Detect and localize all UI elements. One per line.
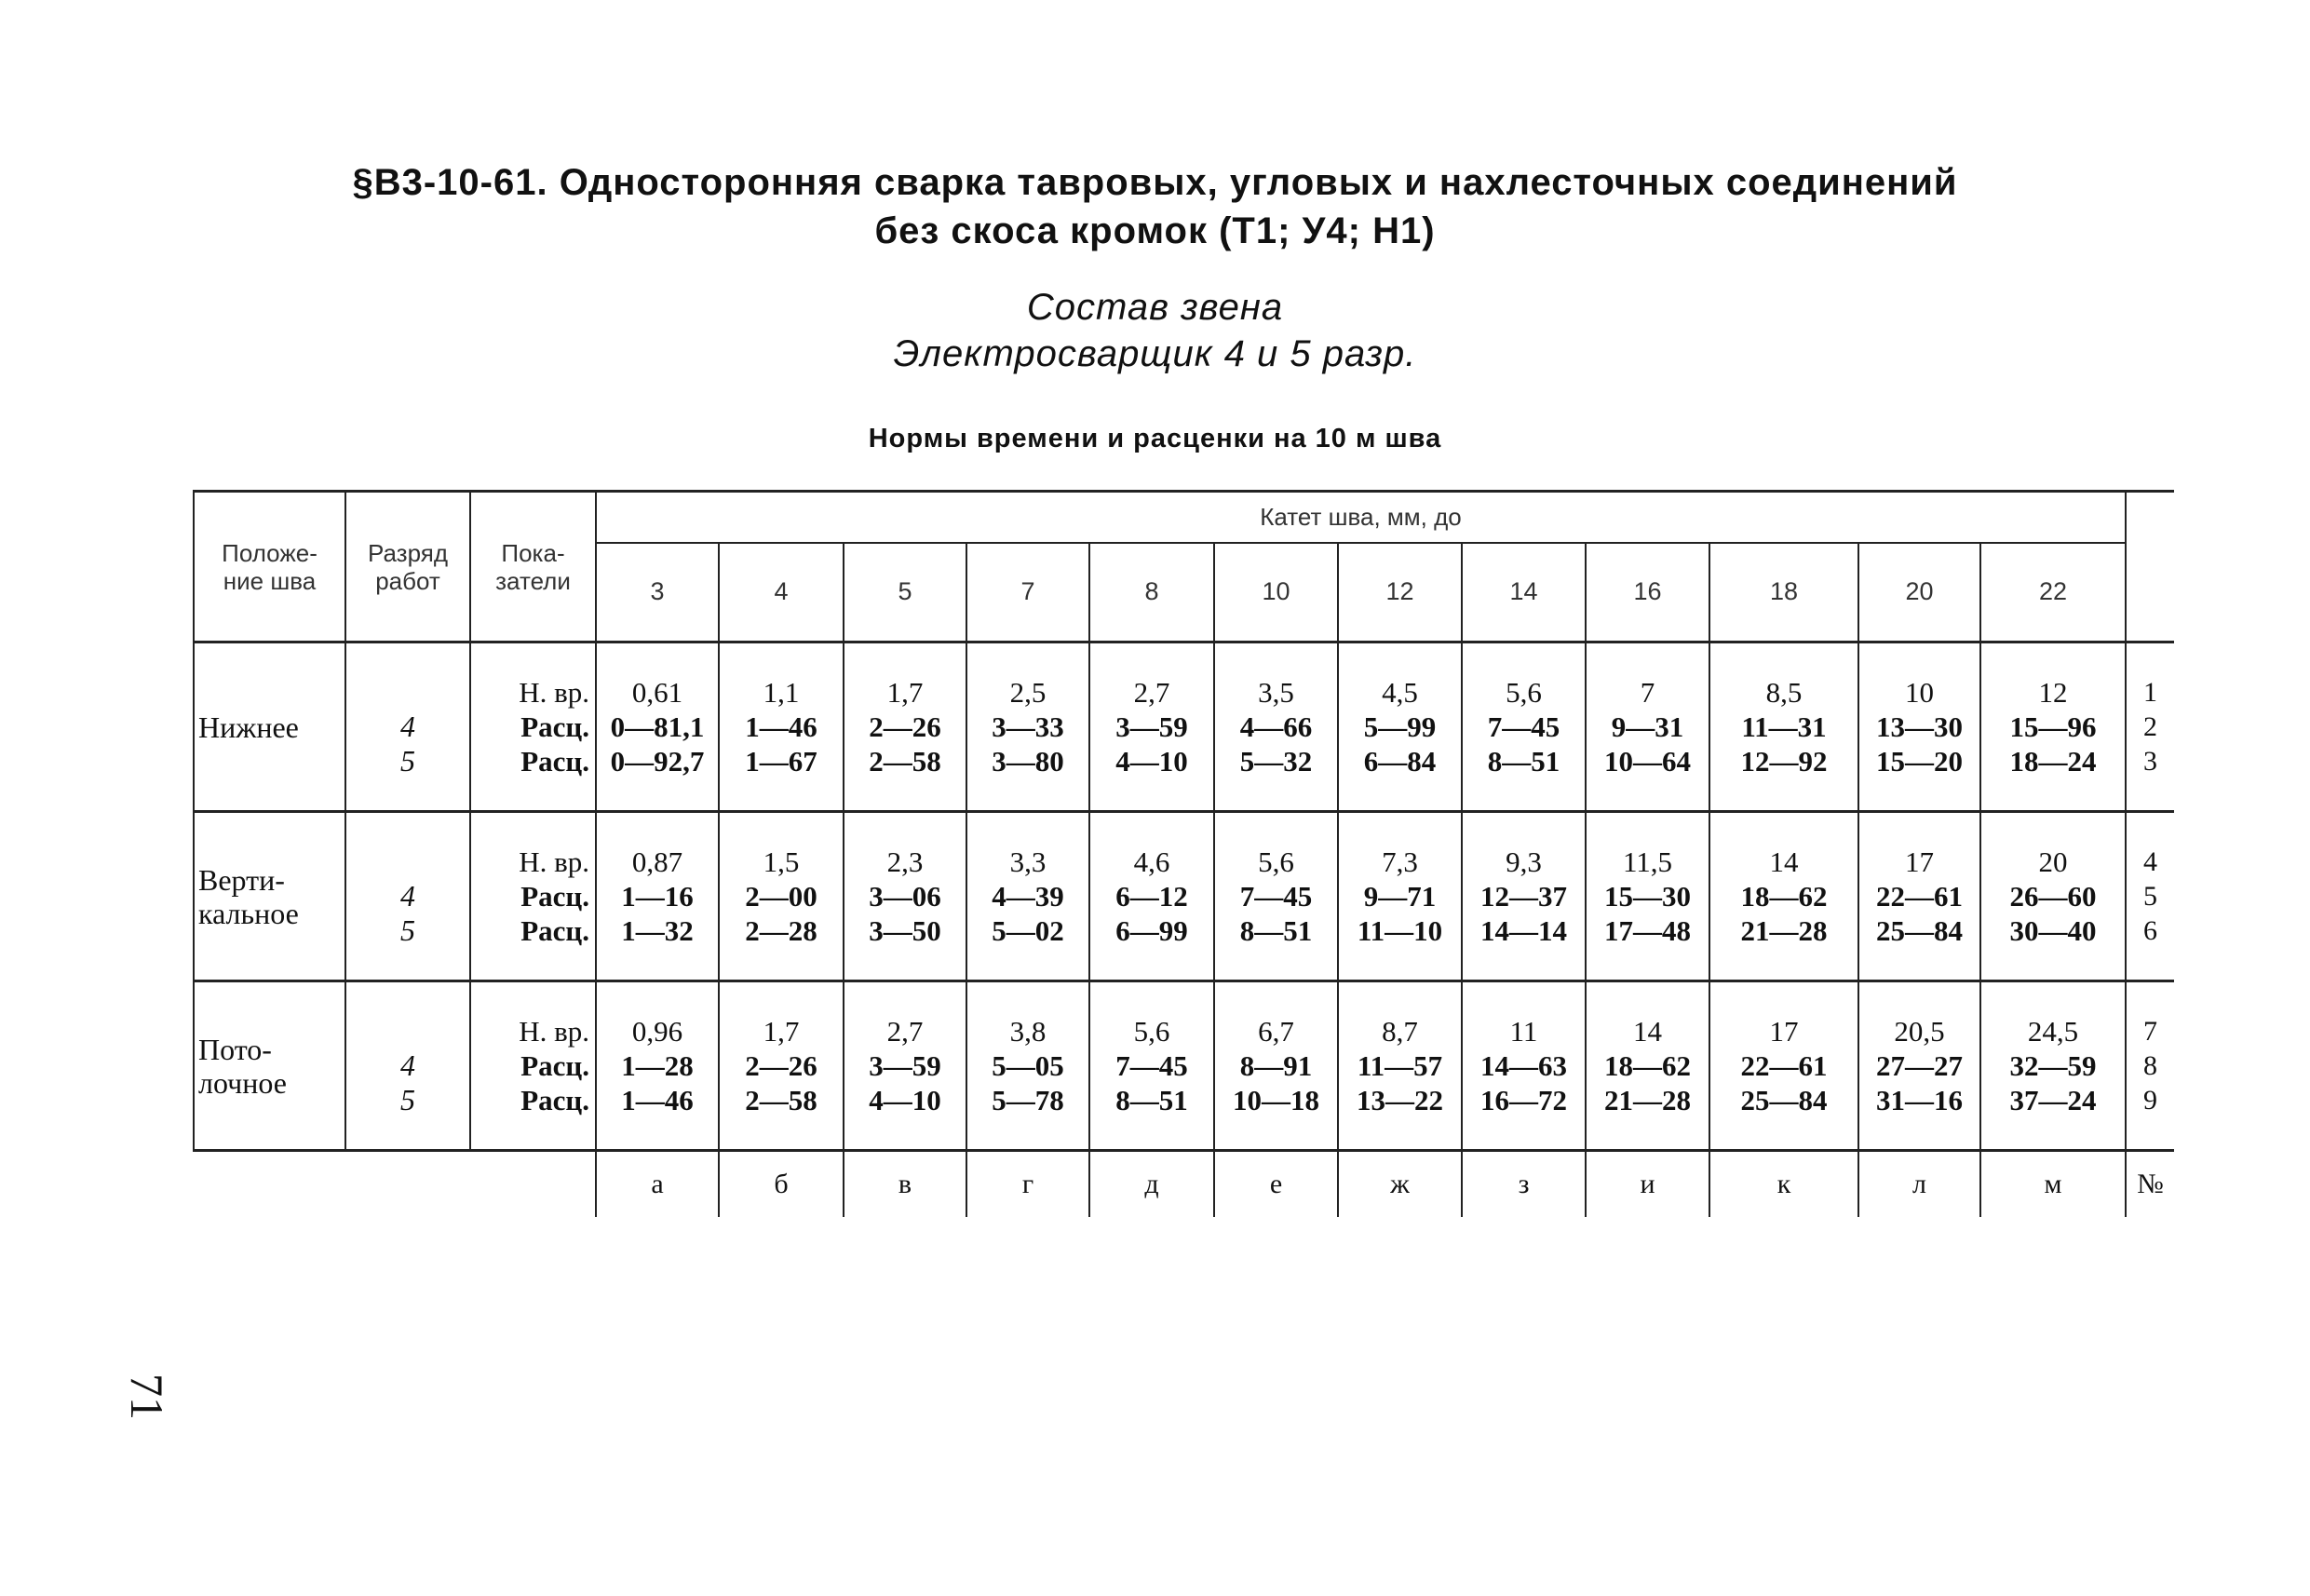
time-norm-value: 3,5 [1258,676,1294,709]
indicator-label: Расц. [520,1049,589,1082]
norm-cell [1858,981,1980,1151]
rate-value: 22—61 [1740,1049,1828,1082]
header-leg-size: 3 [596,543,719,642]
norm-cell [966,981,1089,1151]
header-leg-size: 14 [1462,543,1586,642]
time-norm-value: 4,5 [1382,676,1418,709]
section-title [0,158,2310,255]
time-norm-value: 6,7 [1258,1015,1294,1048]
time-norm-value: 20 [2038,845,2068,878]
rate-value: 1—32 [621,914,694,947]
time-norm-value: 1,7 [886,676,924,709]
norm-cell [1089,642,1214,812]
header-leg-size: 7 [966,543,1089,642]
rate-value: 10—64 [1604,745,1691,778]
norm-cell [966,642,1089,812]
rate-value: 18—62 [1740,880,1828,913]
rate-value: 32—59 [2009,1049,2097,1082]
header-grade: Разряд работ [345,492,470,642]
time-norm-value: 1,5 [763,845,800,878]
rate-value: 12—92 [1740,745,1828,778]
rate-value: 6—99 [1115,914,1188,947]
norm-cell [719,642,844,812]
norm-cell [1089,981,1214,1151]
table-caption: Нормы времени и расценки на 10 м шва [868,424,1442,453]
row-indicators [470,812,596,981]
rate-value: 30—40 [2009,914,2097,947]
time-norm-value: 0,87 [631,845,683,878]
time-norm-value: 20,5 [1894,1015,1945,1048]
header-leg-title: Катет шва, мм, до [596,492,2126,543]
rate-value: 11—31 [1741,710,1827,743]
column-letter: л [1858,1151,1980,1218]
row-number: 5 [2143,881,2157,912]
rate-value: 16—72 [1480,1084,1567,1116]
rate-value: 5—05 [992,1049,1064,1082]
rate-value: 9—31 [1611,710,1684,743]
rate-value: 3—33 [992,710,1064,743]
rate-value: 2—58 [869,745,941,778]
rate-value: 7—45 [1239,880,1313,913]
norm-cell [1214,981,1338,1151]
norm-cell [1709,642,1858,812]
rate-value: 27—27 [1876,1049,1963,1082]
row-position: Пото- лочное [194,981,345,1151]
norm-cell [1214,642,1338,812]
time-norm-value: 7,3 [1382,845,1418,878]
header-leg-size: 16 [1586,543,1709,642]
time-norm-value: 2,3 [886,845,924,878]
header-leg-size: 18 [1709,543,1858,642]
norm-cell [1858,812,1980,981]
rate-value: 1—46 [621,1084,694,1116]
column-letter: е [1214,1151,1338,1218]
header-leg-size: 8 [1089,543,1214,642]
header-leg-size: 22 [1980,543,2126,642]
footer-row [194,1151,2174,1218]
rate-value: 9—71 [1363,880,1437,913]
table-row [194,981,2174,1151]
rate-value: 7—45 [1115,1049,1188,1082]
rate-value: 14—14 [1480,914,1567,947]
rate-value: 15—96 [2009,710,2097,743]
header-number-blank [2126,492,2174,642]
row-number: 3 [2143,746,2157,777]
rate-value: 14—63 [1480,1049,1567,1082]
indicator-label: Расц. [520,1084,589,1116]
norm-cell [1586,642,1709,812]
column-letter: и [1586,1151,1709,1218]
time-norm-value: 2,5 [1009,676,1047,709]
rate-value: 17—48 [1604,914,1691,947]
row-numbers [2126,981,2174,1151]
header-indicators: Пока- затели [470,492,596,642]
time-norm-value: 12 [2038,676,2068,709]
time-norm-value: 1,1 [763,676,800,709]
rate-value: 26—60 [2009,880,2097,913]
rate-value: 18—62 [1604,1049,1691,1082]
rate-value: 1—67 [745,745,817,778]
rate-value: 0—92,7 [610,745,705,778]
rate-value: 3—06 [869,880,941,913]
indicator-label: Расц. [520,745,589,778]
rate-value: 8—51 [1487,745,1560,778]
time-norm-value: 1,7 [763,1015,800,1048]
norm-cell [966,812,1089,981]
norm-cell [596,812,719,981]
row-number: 4 [2143,846,2157,877]
crew-heading: Состав звена [1026,287,1284,328]
rate-value: 8—91 [1239,1049,1313,1082]
crew-composition [0,284,2310,377]
row-number: 9 [2143,1085,2157,1116]
time-norm-value: 7 [1640,676,1655,709]
header-leg-size: 5 [844,543,966,642]
rate-value: 4—10 [869,1084,941,1116]
header-leg-size: 12 [1338,543,1462,642]
rate-value: 2—28 [745,914,817,947]
row-grades [345,642,470,812]
rate-value: 22—61 [1876,880,1963,913]
norm-cell [1709,981,1858,1151]
norm-cell [719,812,844,981]
column-letter: г [966,1151,1089,1218]
time-norm-value: 4,6 [1133,845,1170,878]
rate-value: 4—39 [992,880,1064,913]
time-norm-value: 11 [1509,1015,1538,1048]
page-number: 71 [121,1373,173,1420]
rate-value: 21—28 [1604,1084,1691,1116]
column-letter: д [1089,1151,1214,1218]
column-letter: в [844,1151,966,1218]
time-norm-value: 17 [1769,1015,1799,1048]
rate-value: 1—28 [621,1049,694,1082]
column-letter: з [1462,1151,1586,1218]
crew-member: Электросварщик 4 и 5 разр. [893,333,1417,374]
norm-cell [844,642,966,812]
rate-value: 11—57 [1357,1049,1443,1082]
indicator-label: Расц. [520,914,589,947]
rate-value: 1—16 [621,880,694,913]
row-number: 2 [2143,711,2157,742]
header-position: Положе- ние шва [194,492,345,642]
section-title-line-2: без скоса кромок (T1; У4; H1) [874,210,1436,251]
row-number: 7 [2143,1016,2157,1047]
norm-cell [719,981,844,1151]
time-norm-value: 5,6 [1258,845,1294,878]
rate-value: 25—84 [1740,1084,1828,1116]
norm-cell [596,981,719,1151]
rate-value: 3—80 [992,745,1064,778]
header-leg-size: 10 [1214,543,1338,642]
time-norm-value: 3,8 [1009,1015,1047,1048]
rate-value: 3—59 [869,1049,941,1082]
norm-cell [1980,642,2126,812]
grade-value: 4 [400,1048,415,1082]
row-numbers [2126,812,2174,981]
rate-value: 4—10 [1115,745,1188,778]
norm-cell [1338,642,1462,812]
row-numbers [2126,642,2174,812]
norm-cell [1709,812,1858,981]
rate-value: 6—12 [1115,880,1188,913]
time-norm-value: 11,5 [1622,845,1673,878]
time-norm-value: 0,96 [631,1015,683,1048]
row-number: 6 [2143,915,2157,946]
rate-value: 11—10 [1357,914,1443,947]
time-norm-value: 24,5 [2027,1015,2079,1048]
time-norm-value: 3,3 [1009,845,1047,878]
norm-cell [1214,812,1338,981]
column-letter: м [1980,1151,2126,1218]
rate-value: 2—26 [745,1049,817,1082]
row-indicators [470,642,596,812]
indicator-label: Н. вр. [519,845,589,878]
time-norm-value: 5,6 [1133,1015,1170,1048]
rate-value: 5—32 [1239,745,1313,778]
time-norm-value: 0,61 [631,676,683,709]
column-letter: к [1709,1151,1858,1218]
rate-value: 31—16 [1876,1084,1963,1116]
grade-value: 4 [400,709,415,743]
rate-value: 3—59 [1115,710,1188,743]
row-position: Верти- кальное [194,812,345,981]
time-norm-value: 2,7 [1133,676,1170,709]
norm-cell [1980,812,2126,981]
rate-value: 2—26 [869,710,941,743]
norm-cell [1462,812,1586,981]
rate-value: 7—45 [1487,710,1560,743]
time-norm-value: 10 [1905,676,1934,709]
rate-value: 21—28 [1740,914,1828,947]
norm-cell [1462,642,1586,812]
time-norm-value: 2,7 [886,1015,924,1048]
rate-value: 0—81,1 [610,710,705,743]
norm-cell [1338,981,1462,1151]
table-row [194,642,2174,812]
rate-value: 8—51 [1115,1084,1188,1116]
header-leg-size: 20 [1858,543,1980,642]
rate-value: 5—02 [992,914,1064,947]
footer-blank [194,1151,345,1218]
time-norm-value: 9,3 [1506,845,1542,878]
row-number: 8 [2143,1050,2157,1081]
norm-cell [1858,642,1980,812]
row-grades [345,981,470,1151]
row-grades [345,812,470,981]
column-number-label: № [2126,1151,2174,1218]
time-norm-value: 8,7 [1382,1015,1418,1048]
norm-cell [1462,981,1586,1151]
rate-value: 13—30 [1876,710,1963,743]
rate-value: 15—30 [1604,880,1691,913]
grade-value: 5 [400,743,415,778]
grade-value: 5 [400,1082,415,1116]
norm-cell [1586,981,1709,1151]
rate-value: 2—58 [745,1084,817,1116]
indicator-label: Н. вр. [519,676,589,709]
rate-value: 15—20 [1876,745,1963,778]
rate-value: 18—24 [2009,745,2097,778]
rate-value: 6—84 [1363,745,1437,778]
time-norm-value: 5,6 [1506,676,1542,709]
time-norm-value: 14 [1769,845,1799,878]
rate-value: 5—99 [1363,710,1437,743]
rate-value: 1—46 [745,710,817,743]
norm-cell [844,981,966,1151]
column-letter: б [719,1151,844,1218]
column-letter: ж [1338,1151,1462,1218]
row-indicators [470,981,596,1151]
norms-table [193,490,2174,1217]
indicator-label: Расц. [520,880,589,913]
rate-value: 37—24 [2009,1084,2097,1116]
section-title-line-1: §B3-10-61. Односторонняя сварка тавровых, угловых и нахлесточных соединений [352,162,1958,203]
norm-cell [1980,981,2126,1151]
rate-value: 5—78 [992,1084,1064,1116]
rate-value: 25—84 [1876,914,1963,947]
rate-value: 10—18 [1233,1084,1319,1116]
indicator-label: Расц. [520,710,589,743]
rate-value: 13—22 [1357,1084,1443,1116]
norm-cell [596,642,719,812]
rate-value: 12—37 [1480,880,1567,913]
row-position: Нижнее [194,642,345,812]
rate-value: 4—66 [1239,710,1313,743]
norm-cell [844,812,966,981]
footer-blank [470,1151,596,1218]
time-norm-value: 17 [1905,845,1934,878]
time-norm-value: 8,5 [1765,676,1803,709]
time-norm-value: 14 [1633,1015,1662,1048]
table-row [194,812,2174,981]
rate-value: 8—51 [1239,914,1313,947]
footer-blank [345,1151,470,1218]
norm-cell [1338,812,1462,981]
grade-value: 4 [400,878,415,913]
rate-value: 2—00 [745,880,817,913]
norm-cell [1089,812,1214,981]
norm-cell [1586,812,1709,981]
header-leg-size: 4 [719,543,844,642]
indicator-label: Н. вр. [519,1015,589,1048]
column-letter: а [596,1151,719,1218]
row-number: 1 [2143,677,2157,708]
grade-value: 5 [400,913,415,947]
rate-value: 3—50 [869,914,941,947]
